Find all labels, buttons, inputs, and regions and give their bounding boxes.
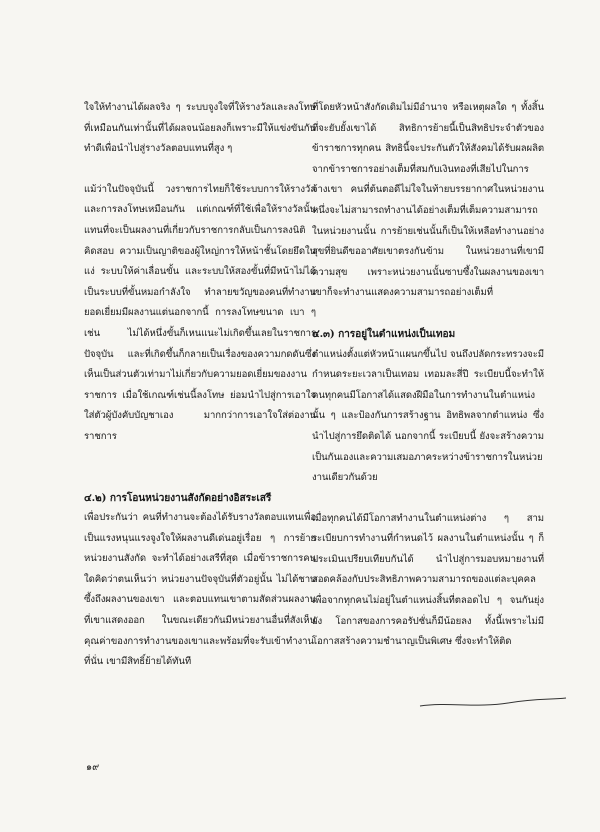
right-paragraph-2: ตำแหน่งตั้งแต่หัวหน้าแผนกขึ้นไป จนถึงปลัดกระทรวงจะมีกำหนดระยะเวลาเป็นเทอม เทอมละสี่ปี ระเบียบนี้จะทำให้คนทุกคนมีโอกาสได้แสดงฝีมือในการทำงานในตำแหน่งนั้น ๆ และป้องกันการสร้างฐาน อิทธิพลจากตำแหน่ง ซึ่งนำไปสู่การยึดติดได้ นอกจากนี้ ระเบียบนี้ ยังจะสร้างความเป็นกันเองและความเสมอภาคระหว่างข้าราชการในหน่วยงานเดียวกันด้วย xyxy=(312,348,544,484)
left-paragraph-2: แม้ว่าในปัจจุบันนี้ วงราชการไทยก็ใช้ระบบการให้รางวัลและการลงโทษเหมือนกัน แต่เกณฑ์ที่ใช้เพื่อให้รางวัลนั้น แทนที่จะเป็นผลงานที่เกี่ยวกับราชการกลับเป็นการลงนิติคิดสอบ ความเป็นญาติของผู้ใหญ่การให้หน้าชั้นโดยยึดในแง่ ระบบให้ค่าเลื่อนขั้น และระบบให้สองขั้นที่มีหน้าไม่ได้ เป็นระบบที่ขั้นหมอกำลังใจ ทำลายขวัญของคนที่ทำงานยอดเยี่ยมมีผลงานแต่นอกจากนี้ การลงโทษขนาด เบา ๆ เช่น ไม่ได้หนึ่งขั้นก็เหนแนะไม่เกิดขึ้นเลยในราชการปัจจุบัน และที่เกิดขึ้นก็กลายเป็นเรื่องของความกดดันซึ่งเห็นเป็นส่วนตัวเท่ามาไม่เกี่ยวกับความยอดเยี่ยมของงานราชการ เมื่อใช้เกณฑ์เช่นนี้ลงโทษ ย่อมนำไปสู่การเอาใจใส่ตัวผู้บังคับบัญชาเอง มากกว่าการเอาใจใส่ต่องานราชการ xyxy=(84,183,316,442)
right-paragraph-1: ที่โดยหัวหน้าสังกัดเดิมไม่มีอำนาจ หรือเหตุผลใด ๆ ทั้งสิ้นที่จะยับยั้งเขาได้ สิทธิการย้ายนี้เป็นสิทธิประจำตัวของข้าราชการทุกคน สิทธินี้จะประกันตัวให้สังคมได้รับผลผลิตจากข้าราชการอย่างเต็มที่สมกับเงินทองที่เสียไปในการจ้างเขา คนที่ต้นตอดีไม่ใจในท้ายบรรยากาศในหน่วยงานหนึ่งจะไม่สามารถทำงานได้อย่างเต็มที่เต็มความสามารถในหน่วยงานนั้น การย้ายเช่นนั้นก็เป็นให้เหลือทำงานอย่างสุขที่ยินดีขออาศัยเขาตรงกันข้าม ในหน่วยงานที่เขามีความสุข เพราะหน่วยงานนั้นซาบซึ้งในผลงานของเขา เขาก็จะทำงานแสดงความสามารถอย่างเต็มที่ xyxy=(312,102,544,299)
page-number: ๑๙ xyxy=(86,762,100,773)
left-paragraph-1: ใจให้ทำงานได้ผลจริง ๆ ระบบจูงใจที่ให้รางวัลและลงโทษที่เหมือนกันเท่านั้นที่ได้ผลจนน้อยลงก็เพราะมีให้แข่งขันกันทำดีเพื่อนำไปสู่รางวัลตอบแทนที่สูง ๆ xyxy=(84,102,316,155)
right-paragraph-3: เมื่อทุกคนได้มีโอกาสทำงานในตำแหน่งต่าง ๆ สามระเบียบการทำงานที่กำหนดไว้ ผลงานในตำแหน่งนั้น ๆ ก็ประเมินเปรียบเทียบกันได้ นำไปสู่การมอบหมายงานที่สอดคล้องกับประสิทธิภาพความสามารถของแต่ละบุคคลเพื่อจากทุกคนไม่อยู่ในตำแหน่งสิ้นที่ตลอดไป ๆ จนกันยุ่งยัง โอกาสของการคอรัปชั่นก็มีน้อยลง ทั้งนี้เพราะไม่มีโอกาสสร้างความชำนาญเป็นพิเศษ ซึ่งจะทำให้ติด xyxy=(312,512,544,648)
section-heading-4-2: ๔.๒) การโอนหน่วยงานสังกัดอย่างอิสระเสรี xyxy=(84,491,272,504)
handwritten-underline-mark xyxy=(418,696,568,710)
right-column xyxy=(312,98,544,653)
section-heading-4-3: ๔.๓) การอยู่ในตำแหน่งเป็นเทอม xyxy=(312,327,456,340)
left-column xyxy=(84,98,316,673)
left-paragraph-3: เพื่อประกันว่า คนที่ทำงานจะต้องได้รับรางวัลตอบแทนเพื่อเป็นแรงหนุนแรงจูงใจให้ผลงานดีเด่นอยู่เรื่อย ๆ การย้ายหน่วยงานสังกัด จะทำได้อย่างเสรีที่สุด เมื่อข้าราชการคนใดคิดว่าตนเห็นว่า หน่วยงานปัจจุบันที่ตัวอยู่นั้น ไม่ได้ชาบซึ้งถึงผลงานของเขา และตอบแทนเขาตามสัดส่วนผลงานที่เขาแสดงออก ในขณะเดียวกันมีหน่วยงานอื่นที่สังเห็นคุณค่าของการทำงานของเขาและพร้อมที่จะรับเข้าทำงานที่นั่น เขามีสิทธิ์ย้ายได้ทันที xyxy=(84,512,316,668)
